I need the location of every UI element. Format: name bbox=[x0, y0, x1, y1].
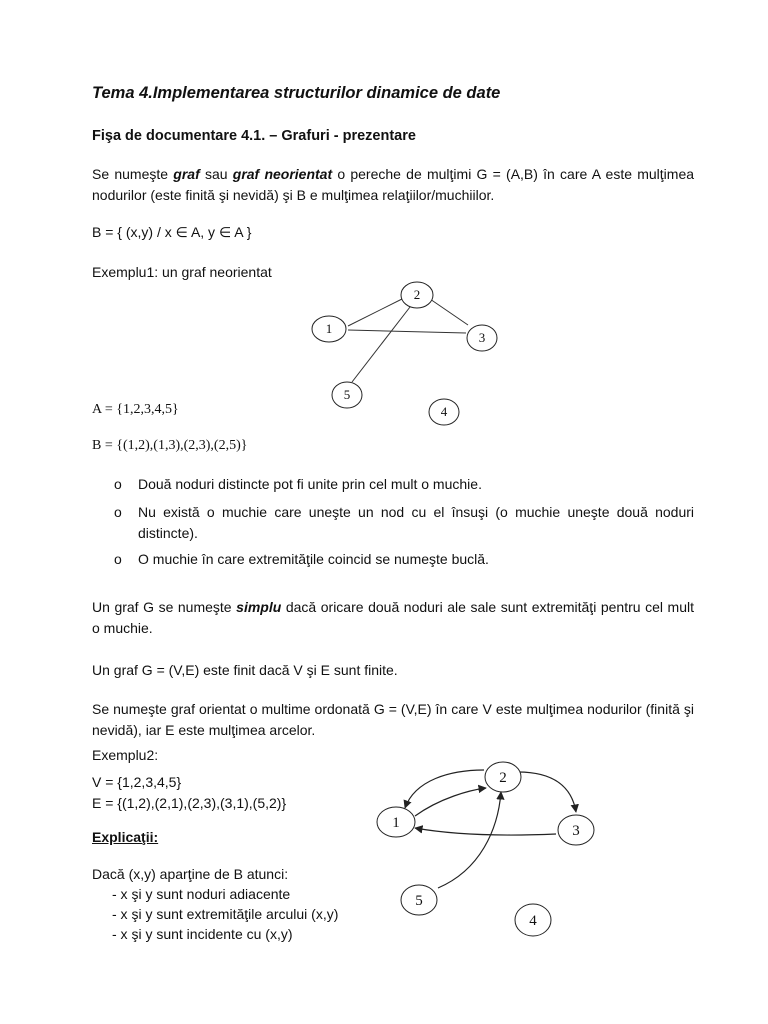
bullet-marker: o bbox=[114, 504, 122, 520]
arc-2-1 bbox=[405, 770, 484, 808]
term-graf-neorientat: graf neorientat bbox=[232, 166, 333, 182]
set-v: V = {1,2,3,4,5} bbox=[92, 774, 182, 790]
example2-label: Exemplu2: bbox=[92, 747, 159, 763]
if-line: Dacă (x,y) aparţine de B atunci: bbox=[92, 866, 289, 882]
section-subtitle: Fişa de documentare 4.1. – Grafuri - prezentare bbox=[92, 128, 416, 144]
finite-graph-definition: Un graf G = (V,E) este finit dacă V şi E sunt finite. bbox=[92, 662, 398, 678]
arc-1-2 bbox=[415, 788, 486, 816]
edge-2-3 bbox=[430, 299, 468, 325]
definition-text: Un graf G se numeşte bbox=[92, 599, 237, 615]
explanations-heading: Explicaţii: bbox=[92, 829, 159, 845]
bullet-item: O muchie în care extremităţile coincid se numeşte buclă. bbox=[138, 551, 489, 567]
edge-1-2 bbox=[348, 299, 402, 326]
definition-text: sau bbox=[199, 166, 233, 182]
arc-5-2 bbox=[438, 792, 501, 888]
node-label: 2 bbox=[413, 287, 421, 302]
undirected-graph bbox=[300, 275, 520, 435]
node-label: 5 bbox=[415, 893, 423, 909]
definition-text: o pereche de mulţimi G = (A,B) în care A este mulţimea nodurilor (este finită şi nevidă) şi B e mulţimea relaţiilor/muchiilor. bbox=[92, 166, 695, 203]
node-label: 2 bbox=[499, 770, 507, 786]
node-label: 4 bbox=[529, 913, 537, 929]
bullet-marker: o bbox=[114, 476, 122, 492]
set-b: B = {(1,2),(1,3),(2,3),(2,5)} bbox=[92, 438, 248, 453]
explanation-item: - x şi y sunt incidente cu (x,y) bbox=[112, 926, 293, 942]
node-label: 3 bbox=[572, 823, 580, 839]
node-label: 1 bbox=[325, 321, 333, 336]
definition-text: dacă oricare două noduri ale sale sunt extremităţi pentru cel mult o muchie. bbox=[92, 599, 694, 636]
directed-graph bbox=[360, 750, 610, 950]
definition-text: Se numeşte bbox=[92, 166, 174, 182]
bullet-item: Nu există o muchie care uneşte un nod cu el însuşi (o muchie uneşte două noduri distincte). bbox=[138, 504, 694, 541]
arc-3-1 bbox=[415, 828, 556, 835]
bullet-item: Două noduri distincte pot fi unite prin cel mult o muchie. bbox=[138, 476, 482, 492]
node-label: 1 bbox=[392, 815, 400, 831]
edge-1-3 bbox=[348, 330, 466, 333]
page-title: Tema 4.Implementarea structurilor dinamice de date bbox=[92, 84, 501, 102]
explanation-item: - x şi y sunt extremităţile arcului (x,y) bbox=[112, 906, 339, 922]
node-label: 3 bbox=[478, 330, 486, 345]
edge-2-5 bbox=[352, 307, 410, 382]
node-label: 4 bbox=[440, 404, 448, 419]
bullet-marker: o bbox=[114, 551, 122, 567]
b-set-definition: B = { (x,y) / x ∈ A, y ∈ A } bbox=[92, 224, 252, 240]
set-e: E = {(1,2),(2,1),(2,3),(3,1),(5,2)} bbox=[92, 795, 287, 811]
arc-2-3 bbox=[518, 772, 576, 812]
set-a: A = {1,2,3,4,5} bbox=[92, 402, 179, 417]
explanation-item: - x şi y sunt noduri adiacente bbox=[112, 886, 291, 902]
example1-label: Exemplu1: un graf neorientat bbox=[92, 264, 272, 280]
simple-graph-definition bbox=[92, 597, 694, 639]
node-label: 5 bbox=[343, 387, 351, 402]
oriented-graph-definition: Se numeşte graf orientat o multime ordonată G = (V,E) în care V este mulţimea nodurilor (finită şi nevidă), iar E este mulţimea arcelor. bbox=[92, 701, 694, 738]
term-graf: graf bbox=[173, 166, 200, 182]
term-simplu: simplu bbox=[236, 599, 282, 615]
graph-definition bbox=[92, 164, 694, 206]
